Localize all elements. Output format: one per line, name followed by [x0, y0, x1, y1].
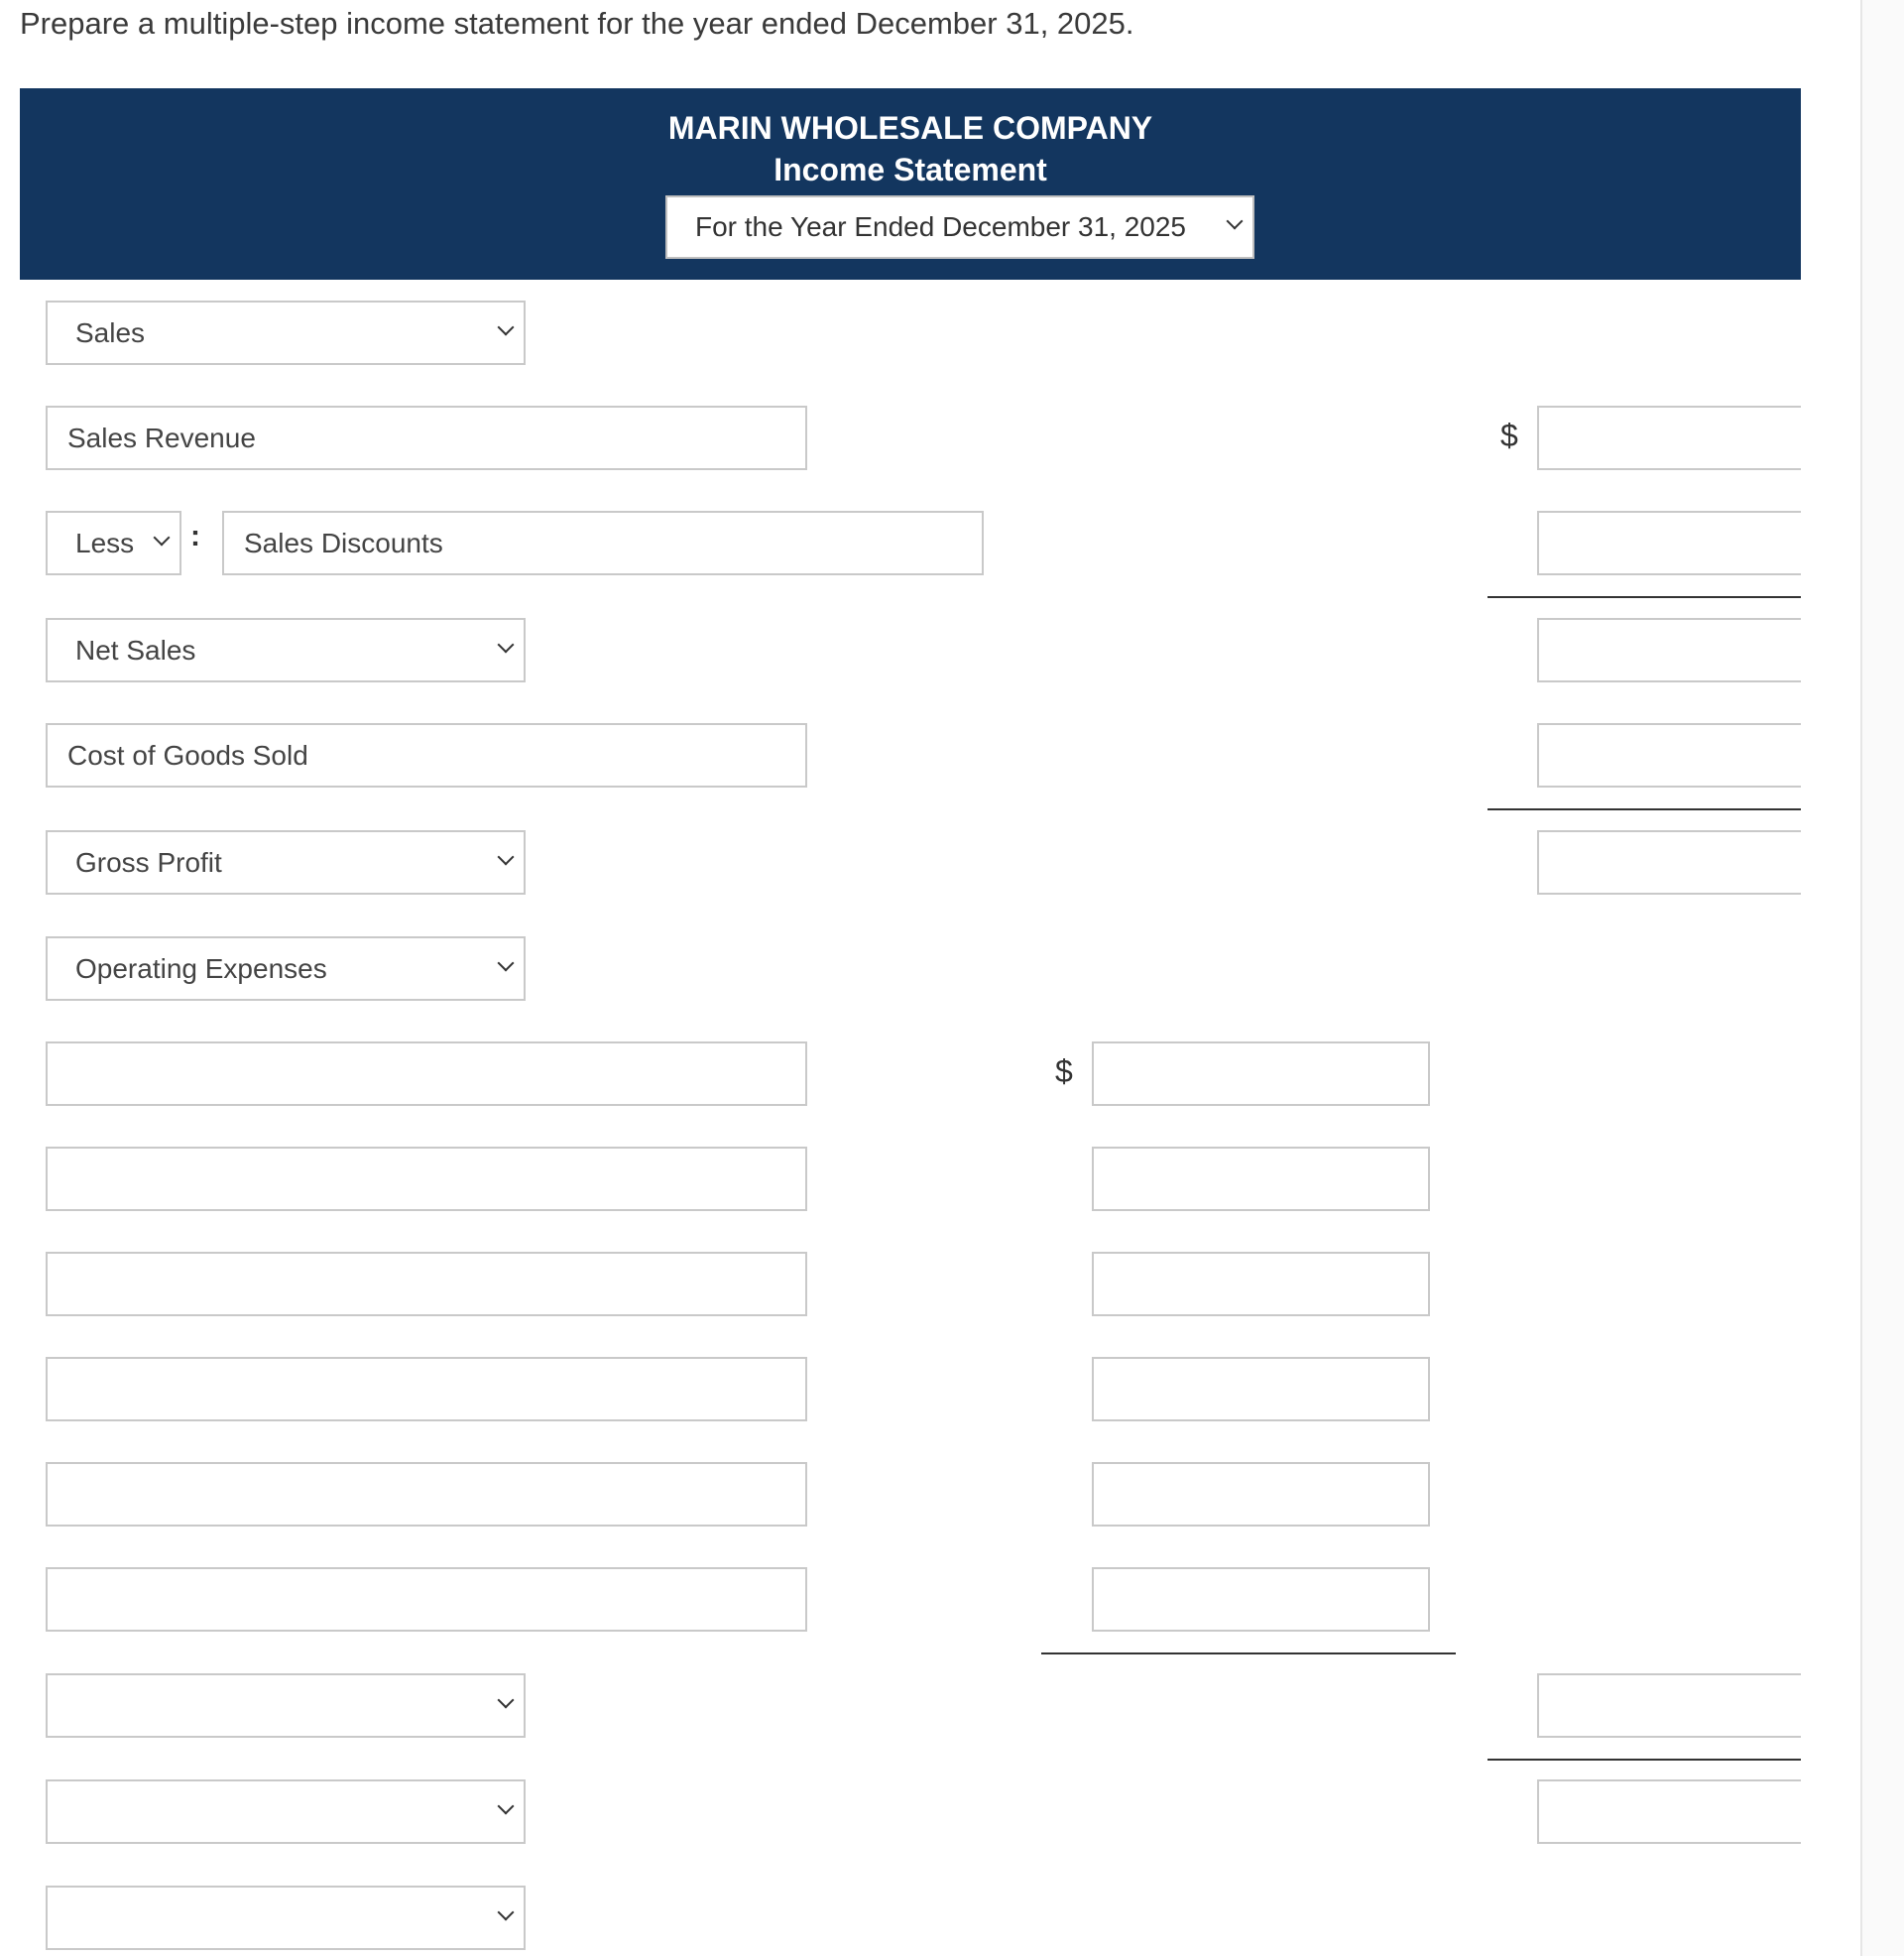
cogs-amount-input[interactable] [1537, 723, 1801, 788]
expense-amount-input[interactable] [1092, 1147, 1430, 1211]
expense-amount-input[interactable] [1092, 1252, 1430, 1316]
less-select[interactable] [46, 511, 181, 575]
subtotal-rule [1488, 1759, 1801, 1761]
line-item-select[interactable] [46, 1779, 526, 1844]
chevron-down-icon [500, 851, 514, 865]
subtotal-rule [1041, 1652, 1456, 1654]
chevron-down-icon [500, 1906, 514, 1920]
chevron-down-icon [1229, 215, 1243, 229]
sales-revenue-account-input[interactable] [46, 406, 807, 470]
gross-profit-amount-input[interactable] [1537, 830, 1801, 895]
total-amount-input[interactable] [1537, 1673, 1801, 1738]
colon-separator: : [190, 520, 200, 552]
chevron-down-icon [500, 1800, 514, 1814]
chevron-down-icon [500, 639, 514, 653]
line-item-select[interactable] [46, 1673, 526, 1738]
statement-title: Income Statement [774, 152, 1047, 187]
sales-heading-value: Sales [75, 316, 146, 348]
instructions-text: Prepare a multiple-step income statement for the year ended December 31, 2025. [20, 6, 1134, 41]
net-sales-value: Net Sales [75, 634, 196, 666]
expense-amount-input[interactable] [1092, 1041, 1430, 1106]
cogs-value: Cost of Goods Sold [67, 739, 308, 771]
company-name: MARIN WHOLESALE COMPANY [667, 110, 1153, 146]
sales-revenue-value: Sales Revenue [67, 422, 256, 453]
expense-amount-input[interactable] [1092, 1567, 1430, 1632]
subtotal-rule [1488, 808, 1801, 810]
expense-account-input[interactable] [46, 1041, 807, 1106]
sales-discounts-account-input[interactable] [222, 511, 984, 575]
expense-amount-input[interactable] [1092, 1357, 1430, 1421]
period-select-value: For the Year Ended December 31, 2025 [695, 211, 1187, 242]
dollar-sign: $ [1500, 418, 1518, 453]
expense-account-input[interactable] [46, 1462, 807, 1527]
sales-discounts-amount-input[interactable] [1537, 511, 1801, 575]
net-sales-amount-input[interactable] [1537, 618, 1801, 682]
expense-account-input[interactable] [46, 1252, 807, 1316]
expense-account-input[interactable] [46, 1357, 807, 1421]
expense-account-input[interactable] [46, 1567, 807, 1632]
chevron-down-icon [500, 1694, 514, 1708]
dollar-sign: $ [1055, 1053, 1073, 1089]
cogs-account-input[interactable] [46, 723, 807, 788]
line-item-select[interactable] [46, 1886, 526, 1950]
sales-heading-select[interactable] [46, 301, 526, 365]
operating-expenses-value: Operating Expenses [75, 952, 327, 984]
total-amount-input[interactable] [1537, 1779, 1801, 1844]
page-scrollbar-track[interactable] [1860, 0, 1904, 1956]
chevron-down-icon [500, 957, 514, 971]
operating-expenses-select[interactable] [46, 936, 526, 1001]
gross-profit-value: Gross Profit [75, 846, 222, 878]
expense-account-input[interactable] [46, 1147, 807, 1211]
less-select-value: Less [75, 527, 135, 558]
subtotal-rule [1488, 596, 1801, 598]
sales-discounts-value: Sales Discounts [244, 527, 443, 558]
period-select[interactable] [665, 195, 1254, 259]
sales-revenue-amount-input[interactable] [1537, 406, 1801, 470]
chevron-down-icon [500, 321, 514, 335]
net-sales-select[interactable] [46, 618, 526, 682]
chevron-down-icon [156, 532, 170, 546]
gross-profit-select[interactable] [46, 830, 526, 895]
expense-amount-input[interactable] [1092, 1462, 1430, 1527]
statement-header [20, 88, 1801, 280]
